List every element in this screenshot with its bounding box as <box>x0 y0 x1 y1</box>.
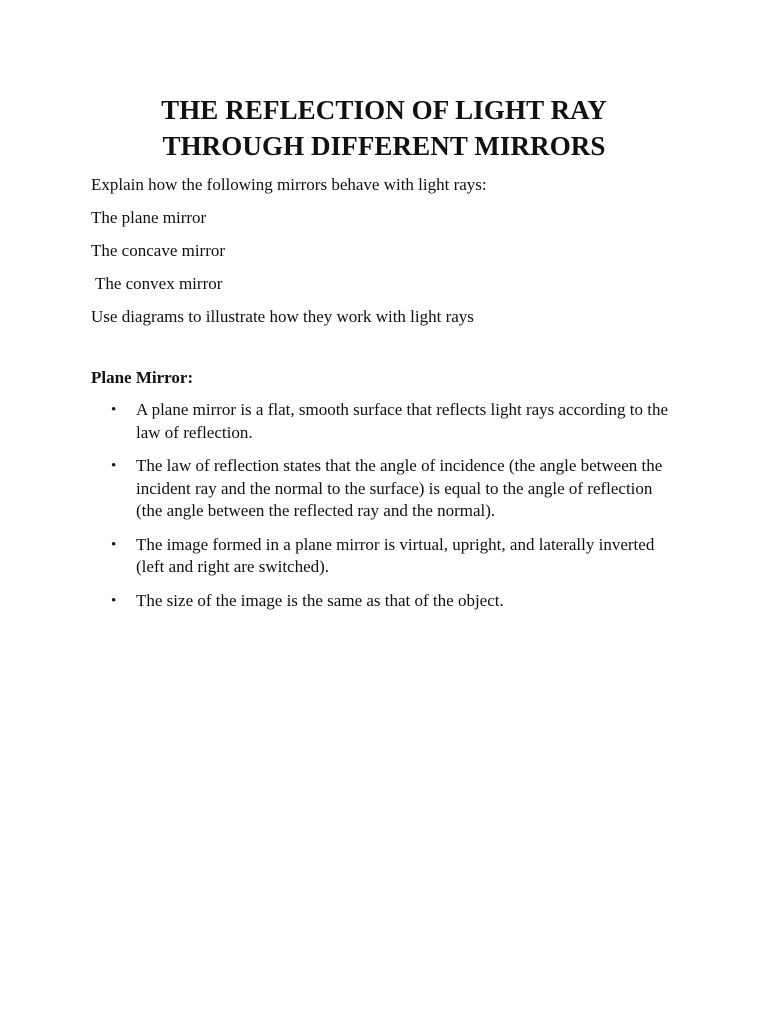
bullet-icon: • <box>111 458 117 474</box>
intro-instruction: Explain how the following mirrors behave with light rays: <box>91 175 487 194</box>
intro-item-concave-mirror: The concave mirror <box>91 241 226 260</box>
intro-item-plane-mirror: The plane mirror <box>91 208 207 227</box>
list-item-text: The law of reflection states that the angle of incidence (the angle between the incident ray and the normal to the surface) is equal to the angle of reflection (the angle between the reflected ray and the normal). <box>136 456 663 520</box>
list-item-text: The image formed in a plane mirror is virtual, upright, and laterally inverted (left and right are switched). <box>136 534 655 576</box>
bullet-icon: • <box>111 592 117 609</box>
list-item <box>91 534 681 579</box>
list-item <box>91 590 681 613</box>
intro-block <box>91 174 691 339</box>
list-item-text: The size of the image is the same as that of the object. <box>136 590 504 610</box>
bullet-icon: • <box>111 536 117 553</box>
plane-mirror-bullet-list <box>91 399 681 623</box>
title-line-1: THE REFLECTION OF LIGHT RAY <box>161 95 607 125</box>
list-item <box>91 455 681 523</box>
list-item-text: A plane mirror is a flat, smooth surface that reflects light rays according to the law of reflection. <box>136 400 669 442</box>
intro-item-convex-mirror: The convex mirror <box>91 274 223 293</box>
list-item <box>91 399 681 444</box>
title-line-2: THROUGH DIFFERENT MIRRORS <box>162 131 606 161</box>
intro-diagram-instruction: Use diagrams to illustrate how they work with light rays <box>91 307 474 326</box>
section-heading-plane-mirror: Plane Mirror: <box>91 368 194 387</box>
document-title <box>60 92 708 164</box>
bullet-icon: • <box>111 402 117 418</box>
